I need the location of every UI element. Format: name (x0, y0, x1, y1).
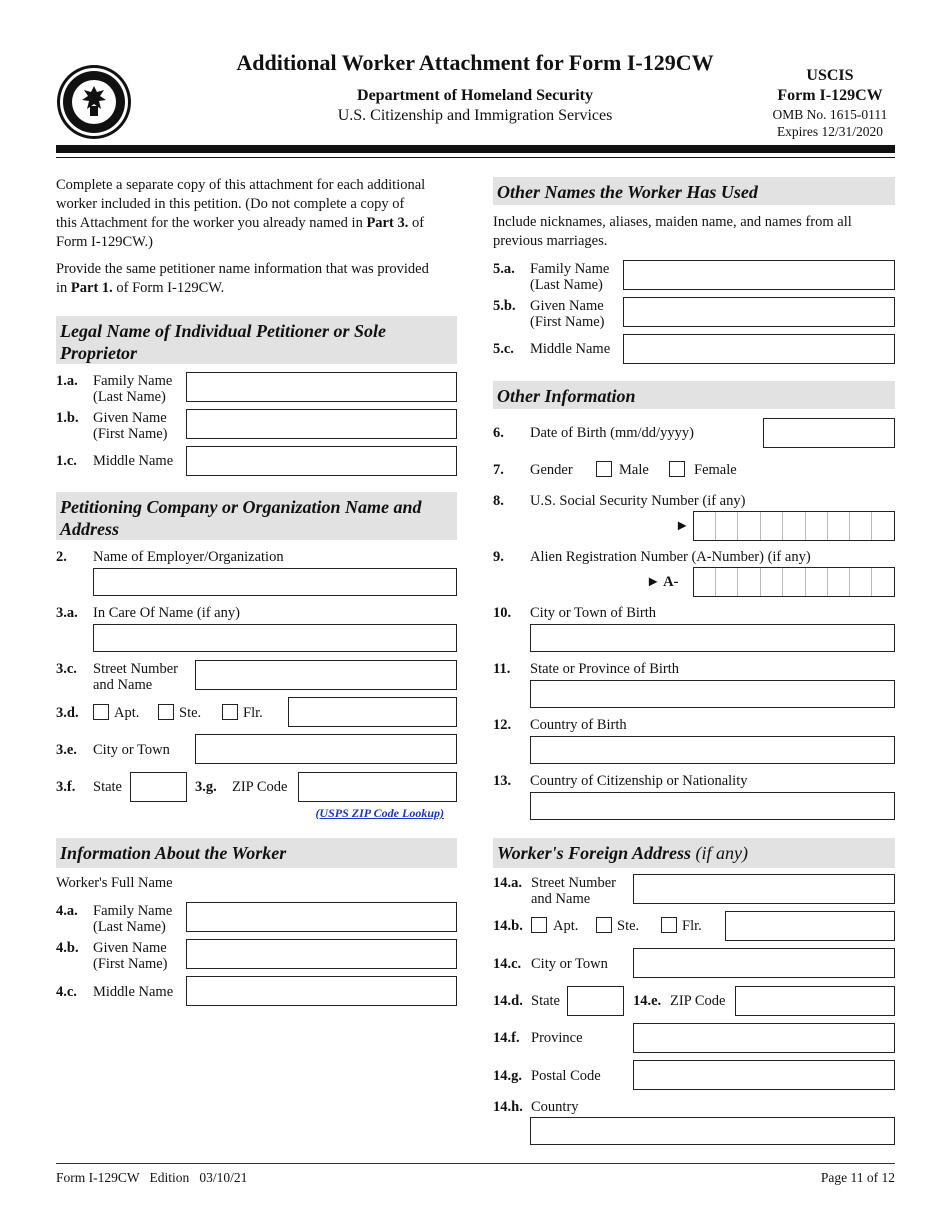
field-label: Date of Birth (mm/dd/yyyy) (530, 425, 694, 441)
field-label: Family Name (93, 903, 173, 919)
item-number: 7. (493, 462, 504, 478)
section-header-company: Petitioning Company or Organization Name and Address (56, 492, 457, 540)
citizenship-input[interactable] (530, 792, 895, 820)
right-form: Form I-129CW (777, 87, 883, 104)
worker-middle-name-input[interactable] (186, 976, 457, 1006)
field-label: City or Town of Birth (530, 605, 656, 621)
item-number: 14.b. (493, 918, 523, 934)
city-of-birth-input[interactable] (530, 624, 895, 652)
field-label: Postal Code (531, 1068, 601, 1084)
field-label: City or Town (531, 956, 608, 972)
workers-full-name-label: Worker's Full Name (56, 875, 173, 891)
foreign-unit-input[interactable] (725, 911, 895, 941)
item-number: 14.g. (493, 1068, 522, 1084)
foreign-apt-label: Apt. (553, 918, 579, 934)
ssn-input[interactable] (693, 511, 895, 541)
item-number: 14.d. (493, 993, 523, 1009)
other-middle-name-input[interactable] (623, 334, 895, 364)
right-agency: USCIS (806, 67, 854, 84)
field-label: Middle Name (93, 453, 174, 469)
field-label: In Care Of Name (if any) (93, 605, 240, 621)
female-label: Female (694, 462, 737, 478)
street-input[interactable] (195, 660, 457, 690)
item-number: 3.c. (56, 661, 77, 677)
foreign-flr-checkbox[interactable] (661, 917, 677, 933)
item-number: 2. (56, 549, 67, 565)
field-label: Name of Employer/Organization (93, 549, 284, 565)
footer-page-number: Page 11 of 12 (820, 1170, 895, 1185)
flr-checkbox[interactable] (222, 704, 238, 720)
petitioner-instruction: Provide the same petitioner name information that was provided in Part 1. of Form I-129CW. (56, 261, 429, 296)
male-label: Male (619, 462, 649, 478)
agency: U.S. Citizenship and Immigration Services (337, 107, 613, 124)
item-number: 5.c. (493, 341, 514, 357)
field-label-sub: (Last Name) (530, 277, 603, 293)
expiration: Expires 12/31/2020 (776, 124, 884, 139)
item-number: 4.b. (56, 940, 79, 956)
item-number: 4.a. (56, 903, 78, 919)
item-number: 4.c. (56, 984, 77, 1000)
item-number: 5.a. (493, 261, 515, 277)
field-label-sub: (First Name) (530, 314, 605, 330)
foreign-country-input[interactable] (530, 1117, 895, 1145)
apt-checkbox[interactable] (93, 704, 109, 720)
worker-family-name-input[interactable] (186, 902, 457, 932)
item-number: 3.d. (56, 705, 79, 721)
item-number: 14.e. (633, 993, 662, 1009)
section-header-worker: Information About the Worker (56, 838, 457, 868)
item-number: 8. (493, 493, 504, 509)
petitioner-given-name-input[interactable] (186, 409, 457, 439)
item-number: 14.f. (493, 1030, 520, 1046)
foreign-ste-checkbox[interactable] (596, 917, 612, 933)
header-rule-thin (56, 157, 895, 158)
item-number: 1.a. (56, 373, 78, 389)
item-number: 1.b. (56, 410, 79, 426)
employer-name-input[interactable] (93, 568, 457, 596)
field-label-sub: (Last Name) (93, 389, 166, 405)
field-label: Street Number (93, 661, 178, 677)
field-label: City or Town (93, 742, 170, 758)
zip-input[interactable] (298, 772, 457, 802)
apt-label: Apt. (114, 705, 140, 721)
arrow-icon: ► (675, 518, 690, 534)
petitioner-middle-name-input[interactable] (186, 446, 457, 476)
worker-given-name-input[interactable] (186, 939, 457, 969)
usps-zip-lookup-link[interactable]: (USPS ZIP Code Lookup) (315, 806, 444, 820)
field-label: Province (531, 1030, 583, 1046)
item-number: 3.f. (56, 779, 76, 795)
a-number-input[interactable] (693, 567, 895, 597)
section-header-foreign-address: Worker's Foreign Address (if any) (493, 838, 895, 868)
header-rule (56, 145, 895, 153)
foreign-zip-input[interactable] (735, 986, 895, 1016)
field-label: State (93, 779, 122, 795)
field-label-sub: (Last Name) (93, 919, 166, 935)
item-number: 12. (493, 717, 512, 733)
field-label: ZIP Code (670, 993, 726, 1009)
dhs-seal (56, 64, 132, 140)
female-checkbox[interactable] (669, 461, 685, 477)
field-label: Country of Birth (530, 717, 627, 733)
field-label: ZIP Code (232, 779, 288, 795)
foreign-state-input[interactable] (567, 986, 624, 1016)
foreign-apt-checkbox[interactable] (531, 917, 547, 933)
dob-input[interactable] (763, 418, 895, 448)
male-checkbox[interactable] (596, 461, 612, 477)
item-number: 14.a. (493, 875, 522, 891)
field-label: State or Province of Birth (530, 661, 680, 677)
field-label: Alien Registration Number (A-Number) (if any) (530, 549, 811, 565)
form-title: Additional Worker Attachment for Form I-129CW (236, 50, 714, 75)
field-label: Family Name (93, 373, 173, 389)
field-label: Street Number (531, 875, 616, 891)
department: Department of Homeland Security (357, 87, 593, 104)
postal-code-input[interactable] (633, 1060, 895, 1090)
field-label: Given Name (93, 410, 167, 426)
foreign-city-input[interactable] (633, 948, 895, 978)
foreign-street-input[interactable] (633, 874, 895, 904)
city-input[interactable] (195, 734, 457, 764)
item-number: 9. (493, 549, 504, 565)
section-header-petitioner: Legal Name of Individual Petitioner or Sole Proprietor (56, 316, 457, 364)
field-label: Country of Citizenship or Nationality (530, 773, 748, 789)
field-label: State (531, 993, 560, 1009)
unit-number-input[interactable] (288, 697, 457, 727)
a-number-prefix: ► A- (646, 574, 679, 590)
field-label: Given Name (93, 940, 167, 956)
other-family-name-input[interactable] (623, 260, 895, 290)
field-label-sub: and Name (93, 677, 153, 693)
field-label-sub: (First Name) (93, 956, 168, 972)
petitioner-family-name-input[interactable] (186, 372, 457, 402)
intro-paragraph: Complete a separate copy of this attachment for each additional worker included in this petition. (Do not complete a copy of this Attachment for the worker you already named in Part 3. of Form I-129CW.) (56, 177, 426, 250)
field-label: Middle Name (530, 341, 611, 357)
field-label: Gender (530, 462, 573, 478)
foreign-flr-label: Flr. (682, 918, 702, 934)
province-input[interactable] (633, 1023, 895, 1053)
item-number: 13. (493, 773, 512, 789)
other-given-name-input[interactable] (623, 297, 895, 327)
item-number: 5.b. (493, 298, 516, 314)
omb-number: OMB No. 1615-0111 (772, 107, 888, 122)
ste-label: Ste. (179, 705, 202, 721)
section-header-other-names: Other Names the Worker Has Used (493, 177, 895, 205)
ste-checkbox[interactable] (158, 704, 174, 720)
flr-label: Flr. (243, 705, 263, 721)
care-of-name-input[interactable] (93, 624, 457, 652)
item-number: 3.a. (56, 605, 78, 621)
state-of-birth-input[interactable] (530, 680, 895, 708)
field-label: Middle Name (93, 984, 174, 1000)
item-number: 3.e. (56, 742, 77, 758)
item-number: 6. (493, 425, 504, 441)
field-label: Family Name (530, 261, 610, 277)
footer-rule (56, 1163, 895, 1164)
item-number: 1.c. (56, 453, 77, 469)
field-label: U.S. Social Security Number (if any) (530, 493, 746, 509)
other-names-description: Include nicknames, aliases, maiden name, and names from all previous marriages. (493, 214, 852, 249)
field-label: Country (531, 1099, 579, 1115)
item-number: 14.h. (493, 1099, 523, 1115)
section-header-other-info: Other Information (493, 381, 895, 409)
item-number: 10. (493, 605, 512, 621)
field-label-sub: and Name (531, 891, 591, 907)
state-input[interactable] (130, 772, 187, 802)
item-number: 11. (493, 661, 511, 677)
foreign-ste-label: Ste. (617, 918, 640, 934)
item-number: 14.c. (493, 956, 522, 972)
footer-edition: Form I-129CW Edition 03/10/21 (56, 1170, 248, 1185)
field-label-sub: (First Name) (93, 426, 168, 442)
country-of-birth-input[interactable] (530, 736, 895, 764)
seal-text (0, 0, 21, 1)
field-label: Given Name (530, 298, 604, 314)
item-number: 3.g. (195, 779, 217, 795)
